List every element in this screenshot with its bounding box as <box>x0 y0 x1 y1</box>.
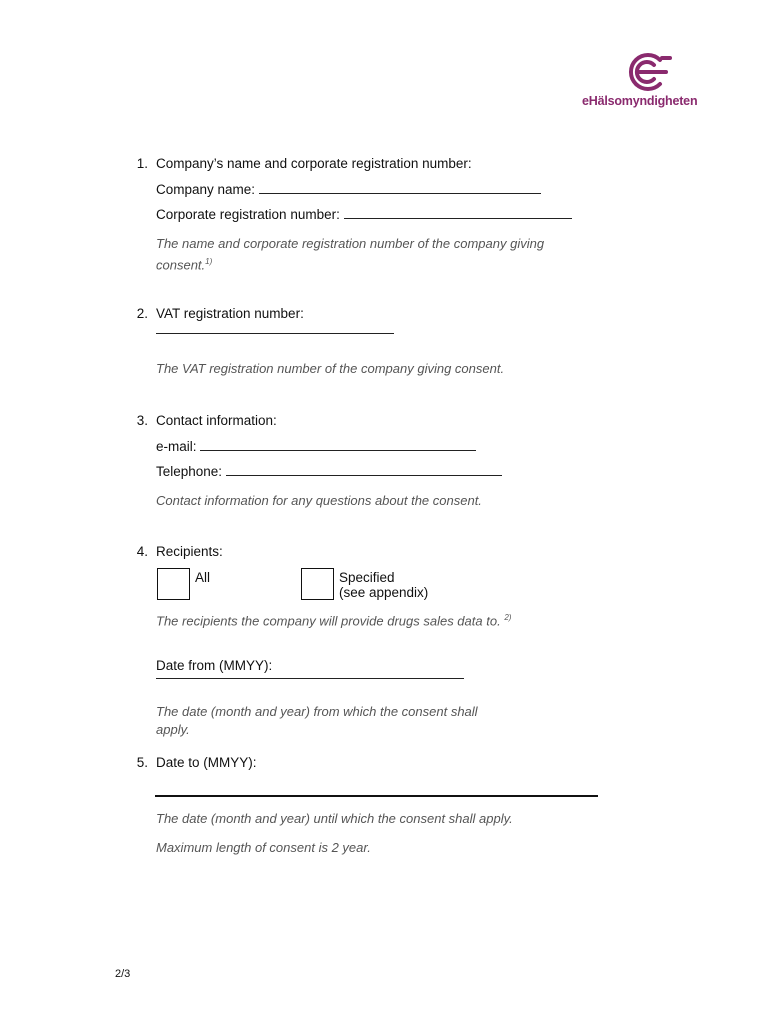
recipients-specified-label <box>339 570 428 600</box>
recipients-specified-checkbox[interactable] <box>301 568 334 600</box>
section-4-title: Recipients: <box>156 544 223 559</box>
date-from-hint <box>156 703 478 739</box>
section-1-hint-line2: consent. <box>156 257 206 273</box>
section-5-hint: The date (month and year) until which the consent shall apply. <box>156 811 513 826</box>
date-to-field[interactable] <box>155 795 598 797</box>
telephone-row <box>156 463 502 480</box>
company-name-field[interactable] <box>259 181 541 194</box>
date-from-label: Date from (MMYY): <box>156 658 273 673</box>
section-3-hint: Contact information for any questions about the consent. <box>156 493 482 508</box>
date-from-hint-line1: The date (month and year) from which the consent shall <box>156 704 478 719</box>
section-4-hint-text: The recipients the company will provide drugs sales data to. <box>156 613 501 629</box>
section-4-hint <box>156 609 511 630</box>
date-from-field[interactable] <box>156 678 464 679</box>
email-field[interactable] <box>200 438 476 451</box>
section-1-hint-line1: The name and corporate registration number of the company giving <box>156 236 545 251</box>
page-number: 2/3 <box>115 968 131 980</box>
corp-reg-row <box>156 206 572 223</box>
company-name-row <box>156 181 541 198</box>
recipients-specified-line1: Specified <box>339 570 395 585</box>
brand-logo <box>582 50 712 112</box>
section-1-number: 1. <box>136 156 148 171</box>
corp-reg-label: Corporate registration number: <box>156 207 340 222</box>
telephone-label: Telephone: <box>156 464 223 479</box>
section-4-number: 4. <box>136 544 148 559</box>
footnote-ref-2: 2) <box>504 613 512 622</box>
max-length-note: Maximum length of consent is 2 year. <box>156 840 371 855</box>
footnote-ref-1: 1) <box>205 257 213 266</box>
corp-reg-field[interactable] <box>344 206 572 219</box>
section-5-title: Date to (MMYY): <box>156 755 257 770</box>
section-3-number: 3. <box>136 413 148 428</box>
email-row <box>156 438 476 455</box>
company-name-label: Company name: <box>156 182 256 197</box>
brand-logo-icon <box>618 50 674 94</box>
recipients-all-label: All <box>195 570 211 585</box>
telephone-field[interactable] <box>226 463 502 476</box>
recipients-specified-line2: (see appendix) <box>339 585 429 600</box>
section-5-number: 5. <box>136 755 148 770</box>
section-1-hint <box>156 235 544 274</box>
section-1-title: Company’s name and corporate registration number: <box>156 156 472 171</box>
section-2-number: 2. <box>136 306 148 321</box>
brand-name: eHälsomyndigheten <box>582 94 698 108</box>
email-label: e-mail: <box>156 439 197 454</box>
section-2-title: VAT registration number: <box>156 306 304 321</box>
section-2-hint: The VAT registration number of the company giving consent. <box>156 361 505 376</box>
recipients-all-checkbox[interactable] <box>157 568 190 600</box>
date-from-hint-line2: apply. <box>156 722 190 737</box>
section-3-title: Contact information: <box>156 413 277 428</box>
vat-number-field[interactable] <box>156 333 394 334</box>
